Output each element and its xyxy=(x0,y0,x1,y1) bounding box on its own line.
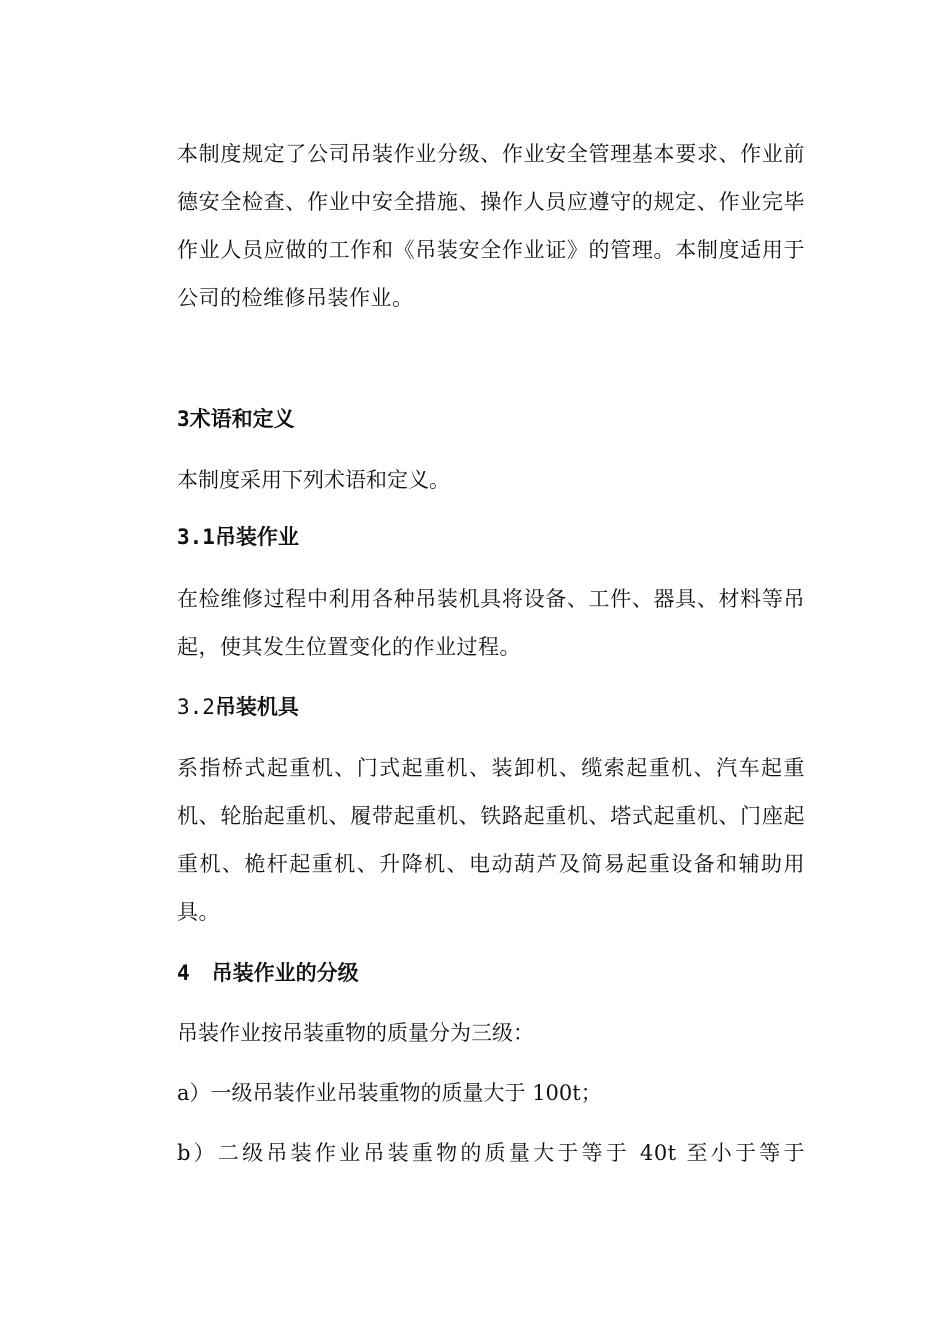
section-3-2-heading xyxy=(177,692,299,722)
section-3-title: 术语和定义 xyxy=(189,407,295,431)
section-3-2-body: 系指桥式起重机、门式起重机、装卸机、缆索起重机、汽车起重机、轮胎起重机、履带起重机、铁路起重机、塔式起重机、门座起重机、桅杆起重机、升降机、电动葫芦及简易起重设备和辅助用具。 xyxy=(177,756,805,924)
section-3-2-title: 吊装机具 xyxy=(214,695,299,719)
section-3-1-heading xyxy=(177,522,299,552)
section-3-1-body: 在检维修过程中利用各种吊装机具将设备、工件、器具、材料等吊起，使其发生位置变化的作业过程。 xyxy=(177,587,805,659)
section-3-2-number: 3.2 xyxy=(177,695,215,719)
section-3-number: 3 xyxy=(177,407,190,431)
section-4-title: 吊装作业的分级 xyxy=(211,961,359,985)
section-3-heading xyxy=(177,404,295,434)
section-4-number: 4 xyxy=(177,961,190,985)
grade-item-a: a）一级吊装作业吊装重物的质量大于 100t； xyxy=(177,1081,602,1105)
section-4-intro: 吊装作业按吊装重物的质量分为三级： xyxy=(177,1021,534,1045)
section-3-1-number: 3.1 xyxy=(177,525,215,549)
intro-paragraph: 本制度规定了公司吊装作业分级、作业安全管理基本要求、作业前德安全检查、作业中安全措施、操作人员应遵守的规定、作业完毕作业人员应做的工作和《吊装安全作业证》的管理。本制度适用于公司的检维修吊装作业。 xyxy=(177,142,805,310)
section-3-1-title: 吊装作业 xyxy=(214,525,299,549)
section-4-heading xyxy=(177,958,359,988)
grade-item-b: b）二级吊装作业吊装重物的质量大于等于 40t 至小于等于 xyxy=(177,1141,805,1165)
section-3-intro: 本制度采用下列术语和定义。 xyxy=(177,468,450,492)
